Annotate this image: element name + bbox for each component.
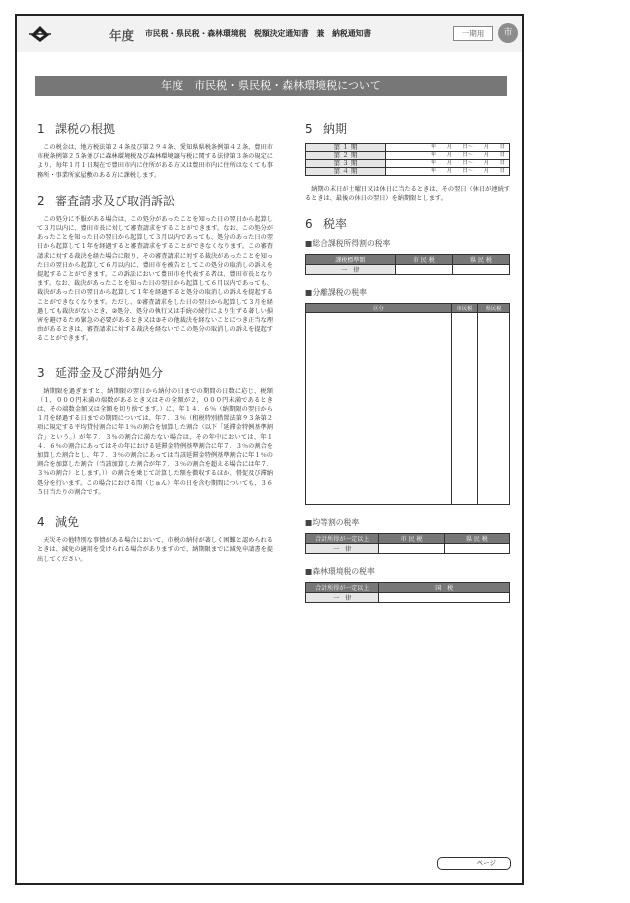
table-header-row: 区分 市民税 県民税 [306, 304, 510, 313]
income-rate-table [305, 254, 510, 275]
table-row [306, 313, 510, 505]
section-text: 天災その他特別な事情がある場合において、市税の納付が著しく困難と認められるときは、減免の適用を受けられる場合がありますので、納期限までに減免申請書を提出してください。 [37, 537, 273, 563]
separate-rate-table [305, 303, 510, 505]
table-row: 第 ３ 期 年 月 日～ 月 日 [306, 160, 510, 168]
table-header-row: 課税標準額 市 民 税 県 民 税 [306, 255, 510, 265]
table-row: 第 ４ 期 年 月 日～ 月 日 [306, 168, 510, 176]
table-row: 一 律 [306, 544, 510, 554]
payment-period-note: 納期の末日が土曜日又は休日に当たるときは、その翌日（休日が連続するときは、最後の休日の翌日）を納期限とします。 [305, 186, 510, 203]
section-heading: 4 減免 [37, 515, 80, 530]
section-heading: 2 審査請求及び取消訴訟 [37, 193, 176, 208]
left-column [37, 120, 273, 564]
table-row: 第 ２ 期 年 月 日～ 月 日 [306, 152, 510, 160]
table-row: 第 １ 期 年 月 日～ 月 日 [306, 144, 510, 152]
subheading-separate-rate: ■分離課税の税率 [305, 288, 367, 298]
page-number-label: ページ [437, 857, 511, 870]
section-heading: 1 課税の根拠 [37, 122, 116, 136]
section-basis [37, 120, 273, 180]
forest-tax-rate-table [305, 582, 510, 603]
table-row: 一 律 [306, 265, 510, 275]
document-page [15, 14, 524, 885]
table-header-row: 合計所得が一定以上 市 民 税 県 民 税 [306, 534, 510, 544]
city-mark: 市 [498, 23, 518, 43]
header-year-label: 年度 [109, 28, 135, 43]
section-appeal [37, 192, 273, 344]
section-tax-rates [305, 215, 510, 603]
right-column [305, 120, 510, 603]
section-text: 納期限を過ぎますと、納期限の翌日から納付の日までの期間の日数に応じ、税額（１，０００円未満の端数があるとき又はその全額が２，０００円未満であるときは、その端数金額又は全額を切り捨てます。）に、年１４．６％（納期限の翌日から１月を経過する日までの期間については、年７．３％（租税特別措置法第９３条第２項に規定する平均貸付割合に年１％の割合を加算した割合（以下「延滞金特例基準割合」という。）が年７．３％の割合に満たない場合は、その年中においては、年１４．６％の割合にあってはその年における延滞金特例基準割合に年７．３％の割合を加算した割合とし、年７．３％の割合にあっては当該延滞金特例基準割合に年１％の割合を加算した割合（当該加算した割合が年７．３％の割合を超える場合には年７．３％の割合）とします。））の割合を乗じて計算した額を徴収するほか、督促及び滞納処分を行います。この場合における閏（じゅん）年の日を含む期間についても、３６５日当たりの割合です。 [37, 387, 273, 496]
header-bar [17, 16, 522, 52]
table-header-row: 合計所得が一定以上 国 税 [306, 583, 510, 593]
section-heading: 6 税率 [305, 217, 348, 232]
header-title: 市民税・県民税・森林環境税 税額決定通知書 兼 納税通知書 [145, 29, 372, 38]
section-reduction [37, 513, 273, 564]
section-heading: 5 納期 [305, 122, 348, 136]
payment-period-table [305, 143, 510, 176]
section-text: この税金は、地方税法第２４条及び第２９４条、愛知県県税条例第４２条、豊田市市税条例第２５条並びに森林環境税及び森林環境譲与税に関する法律第３条の規定により、毎年１月１日現在で豊田市内に住所がある方又は豊田市内に住所はなくても事務所・事業所家屋敷のある方に課税します。 [37, 144, 273, 179]
city-emblem-icon [29, 25, 51, 43]
section-delinquency [37, 364, 273, 497]
period-badge: 一期用 [453, 26, 493, 41]
per-capita-rate-table [305, 533, 510, 554]
subheading-per-capita-rate: ■均等割の税率 [305, 518, 360, 528]
subheading-forest-tax-rate: ■森林環境税の税率 [305, 567, 375, 577]
section-heading: 3 延滞金及び滞納処分 [37, 365, 164, 380]
subheading-income-rate: ■総合課税所得割の税率 [305, 239, 391, 249]
section-payment-periods [305, 120, 510, 203]
table-row: 一 律 [306, 593, 510, 603]
page-title-banner: 年度 市民税・県民税・森林環境税について [35, 76, 507, 96]
section-text: この処分に不服がある場合は、この処分があったことを知った日の翌日から起算して３月以内に、豊田市長に対して審査請求をすることができます。なお、この処分があったことを知った日の翌日から起算して３月以内であっても、処分のあった日の翌日から起算して１年を経過すると審査請求をすることができなくなります。この審査請求に対する裁決を経た場合に限り、その審査請求に対する裁決があったことを知った日の翌日から起算して６月以内に、豊田市を被告としてこの処分の取消しの訴えを提起することができます。この訴訟において豊田市を代表する者は、豊田市長となります。なお、裁決があったことを知った日の翌日から起算して６月以内であっても、裁決があった日の翌日から起算して１年を経過すると処分の取消しの訴えを提起することができなくなります。ただし、①審査請求をした日の翌日から起算して３月を経過しても裁決がないとき、②処分、処分の執行又は手続の続行により生ずる著しい損害を避けるため緊急の必要があるとき又は③その他裁決を経ないことにつき正当な理由があるときは、審査請求に対する裁決を経ないでこの処分の取消しの訴えを提起することができます。 [37, 215, 273, 343]
